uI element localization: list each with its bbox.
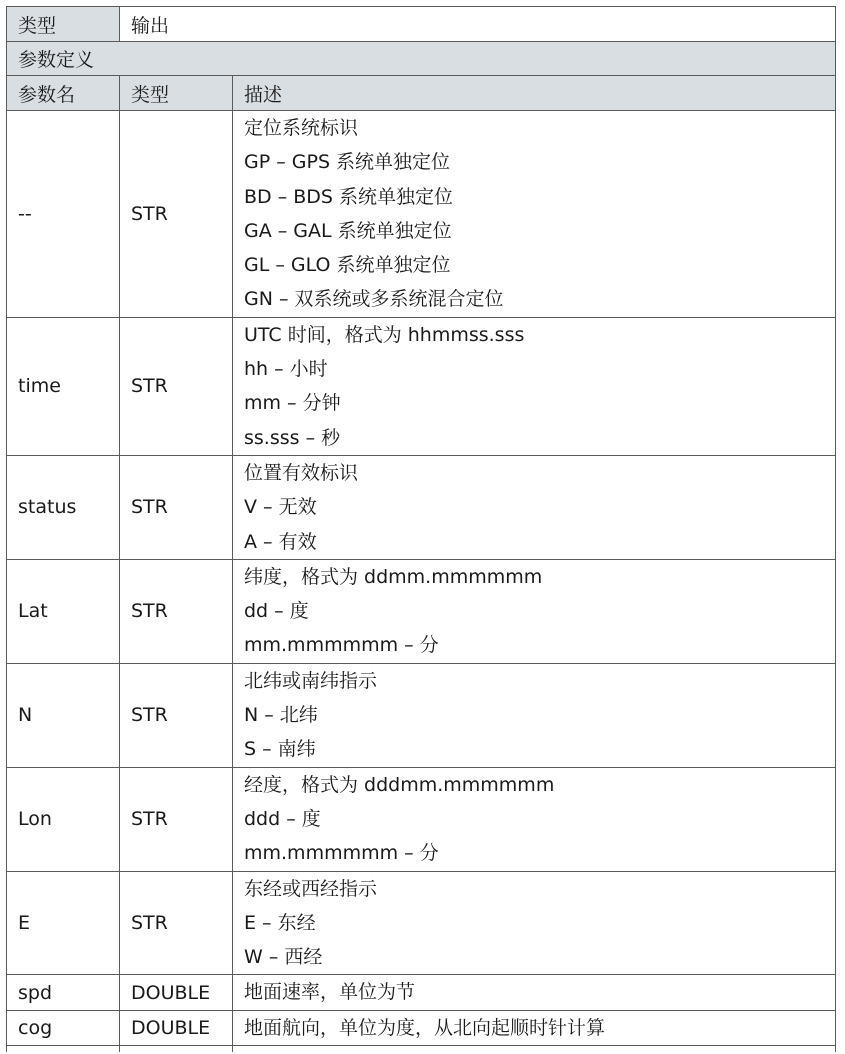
desc-line: E – 东经 — [244, 911, 316, 934]
desc-line: UTC 时间，格式为 hhmmss.sss — [244, 323, 525, 346]
table-row — [7, 767, 836, 871]
param-desc — [233, 767, 836, 871]
param-desc — [233, 975, 836, 1010]
desc-line: mm – 分钟 — [244, 392, 341, 415]
table-row — [7, 559, 836, 663]
param-type: STR — [120, 767, 233, 871]
param-name: Lon — [7, 767, 120, 871]
table-row — [7, 111, 836, 318]
desc-line: mm.mmmmmm – 分 — [244, 634, 439, 657]
desc-line: 地面速率，单位为节 — [244, 981, 416, 1004]
desc-line: ss.sss – 秒 — [244, 426, 341, 449]
param-type: STR — [120, 559, 233, 663]
desc-line: 纬度，格式为 ddmm.mmmmmm — [244, 565, 543, 588]
desc-line: V – 无效 — [244, 496, 317, 519]
desc-line: S – 南纬 — [244, 738, 316, 761]
partial-cell — [233, 1046, 836, 1053]
param-desc — [233, 111, 836, 318]
param-name: E — [7, 871, 120, 975]
param-name: status — [7, 455, 120, 559]
table-row — [7, 1010, 836, 1045]
partial-cell — [120, 1046, 233, 1053]
column-header-name: 参数名 — [7, 76, 120, 111]
definition-header: 参数定义 — [7, 42, 836, 76]
param-type: STR — [120, 317, 233, 455]
desc-line: GA – GAL 系统单独定位 — [244, 219, 452, 242]
desc-line: W – 西经 — [244, 946, 323, 969]
desc-line: GN – 双系统或多系统混合定位 — [244, 288, 504, 311]
desc-line: 位置有效标识 — [244, 461, 359, 484]
desc-line: BD – BDS 系统单独定位 — [244, 185, 454, 208]
param-name: Lat — [7, 559, 120, 663]
desc-line: 东经或西经指示 — [244, 877, 378, 900]
type-label-cell: 类型 — [7, 7, 120, 42]
table-row-partial — [7, 1046, 836, 1053]
table-row — [7, 317, 836, 455]
param-type: STR — [120, 871, 233, 975]
desc-line: mm.mmmmmm – 分 — [244, 842, 439, 865]
table-row — [7, 871, 836, 975]
desc-line: dd – 度 — [244, 600, 309, 623]
param-type: DOUBLE — [120, 1010, 233, 1045]
desc-line: 经度，格式为 dddmm.mmmmmm — [244, 773, 555, 796]
param-name: cog — [7, 1010, 120, 1045]
desc-line: 定位系统标识 — [244, 117, 359, 139]
partial-cell — [7, 1046, 120, 1053]
param-type: STR — [120, 663, 233, 767]
param-desc — [233, 1010, 836, 1045]
column-header-desc: 描述 — [233, 76, 836, 111]
desc-line: GP – GPS 系统单独定位 — [244, 151, 451, 174]
param-desc — [233, 559, 836, 663]
param-desc — [233, 871, 836, 975]
param-name: spd — [7, 975, 120, 1010]
param-desc — [233, 455, 836, 559]
param-desc — [233, 663, 836, 767]
param-type: STR — [120, 455, 233, 559]
desc-line: A – 有效 — [244, 530, 317, 553]
parameter-table — [6, 6, 836, 1052]
type-value-cell: 输出 — [120, 7, 836, 42]
desc-line: GL – GLO 系统单独定位 — [244, 254, 451, 277]
param-name: time — [7, 317, 120, 455]
desc-line: N – 北纬 — [244, 704, 318, 727]
desc-line: ddd – 度 — [244, 807, 321, 830]
table-row — [7, 663, 836, 767]
desc-line: hh – 小时 — [244, 358, 328, 381]
param-desc — [233, 317, 836, 455]
table-row — [7, 455, 836, 559]
desc-line: 北纬或南纬指示 — [244, 669, 378, 692]
desc-line: 地面航向，单位为度，从北向起顺时针计算 — [244, 1016, 606, 1039]
param-type: STR — [120, 111, 233, 318]
column-header-type: 类型 — [120, 76, 233, 111]
table-row — [7, 975, 836, 1010]
param-name: -- — [7, 111, 120, 318]
param-name: N — [7, 663, 120, 767]
param-type: DOUBLE — [120, 975, 233, 1010]
